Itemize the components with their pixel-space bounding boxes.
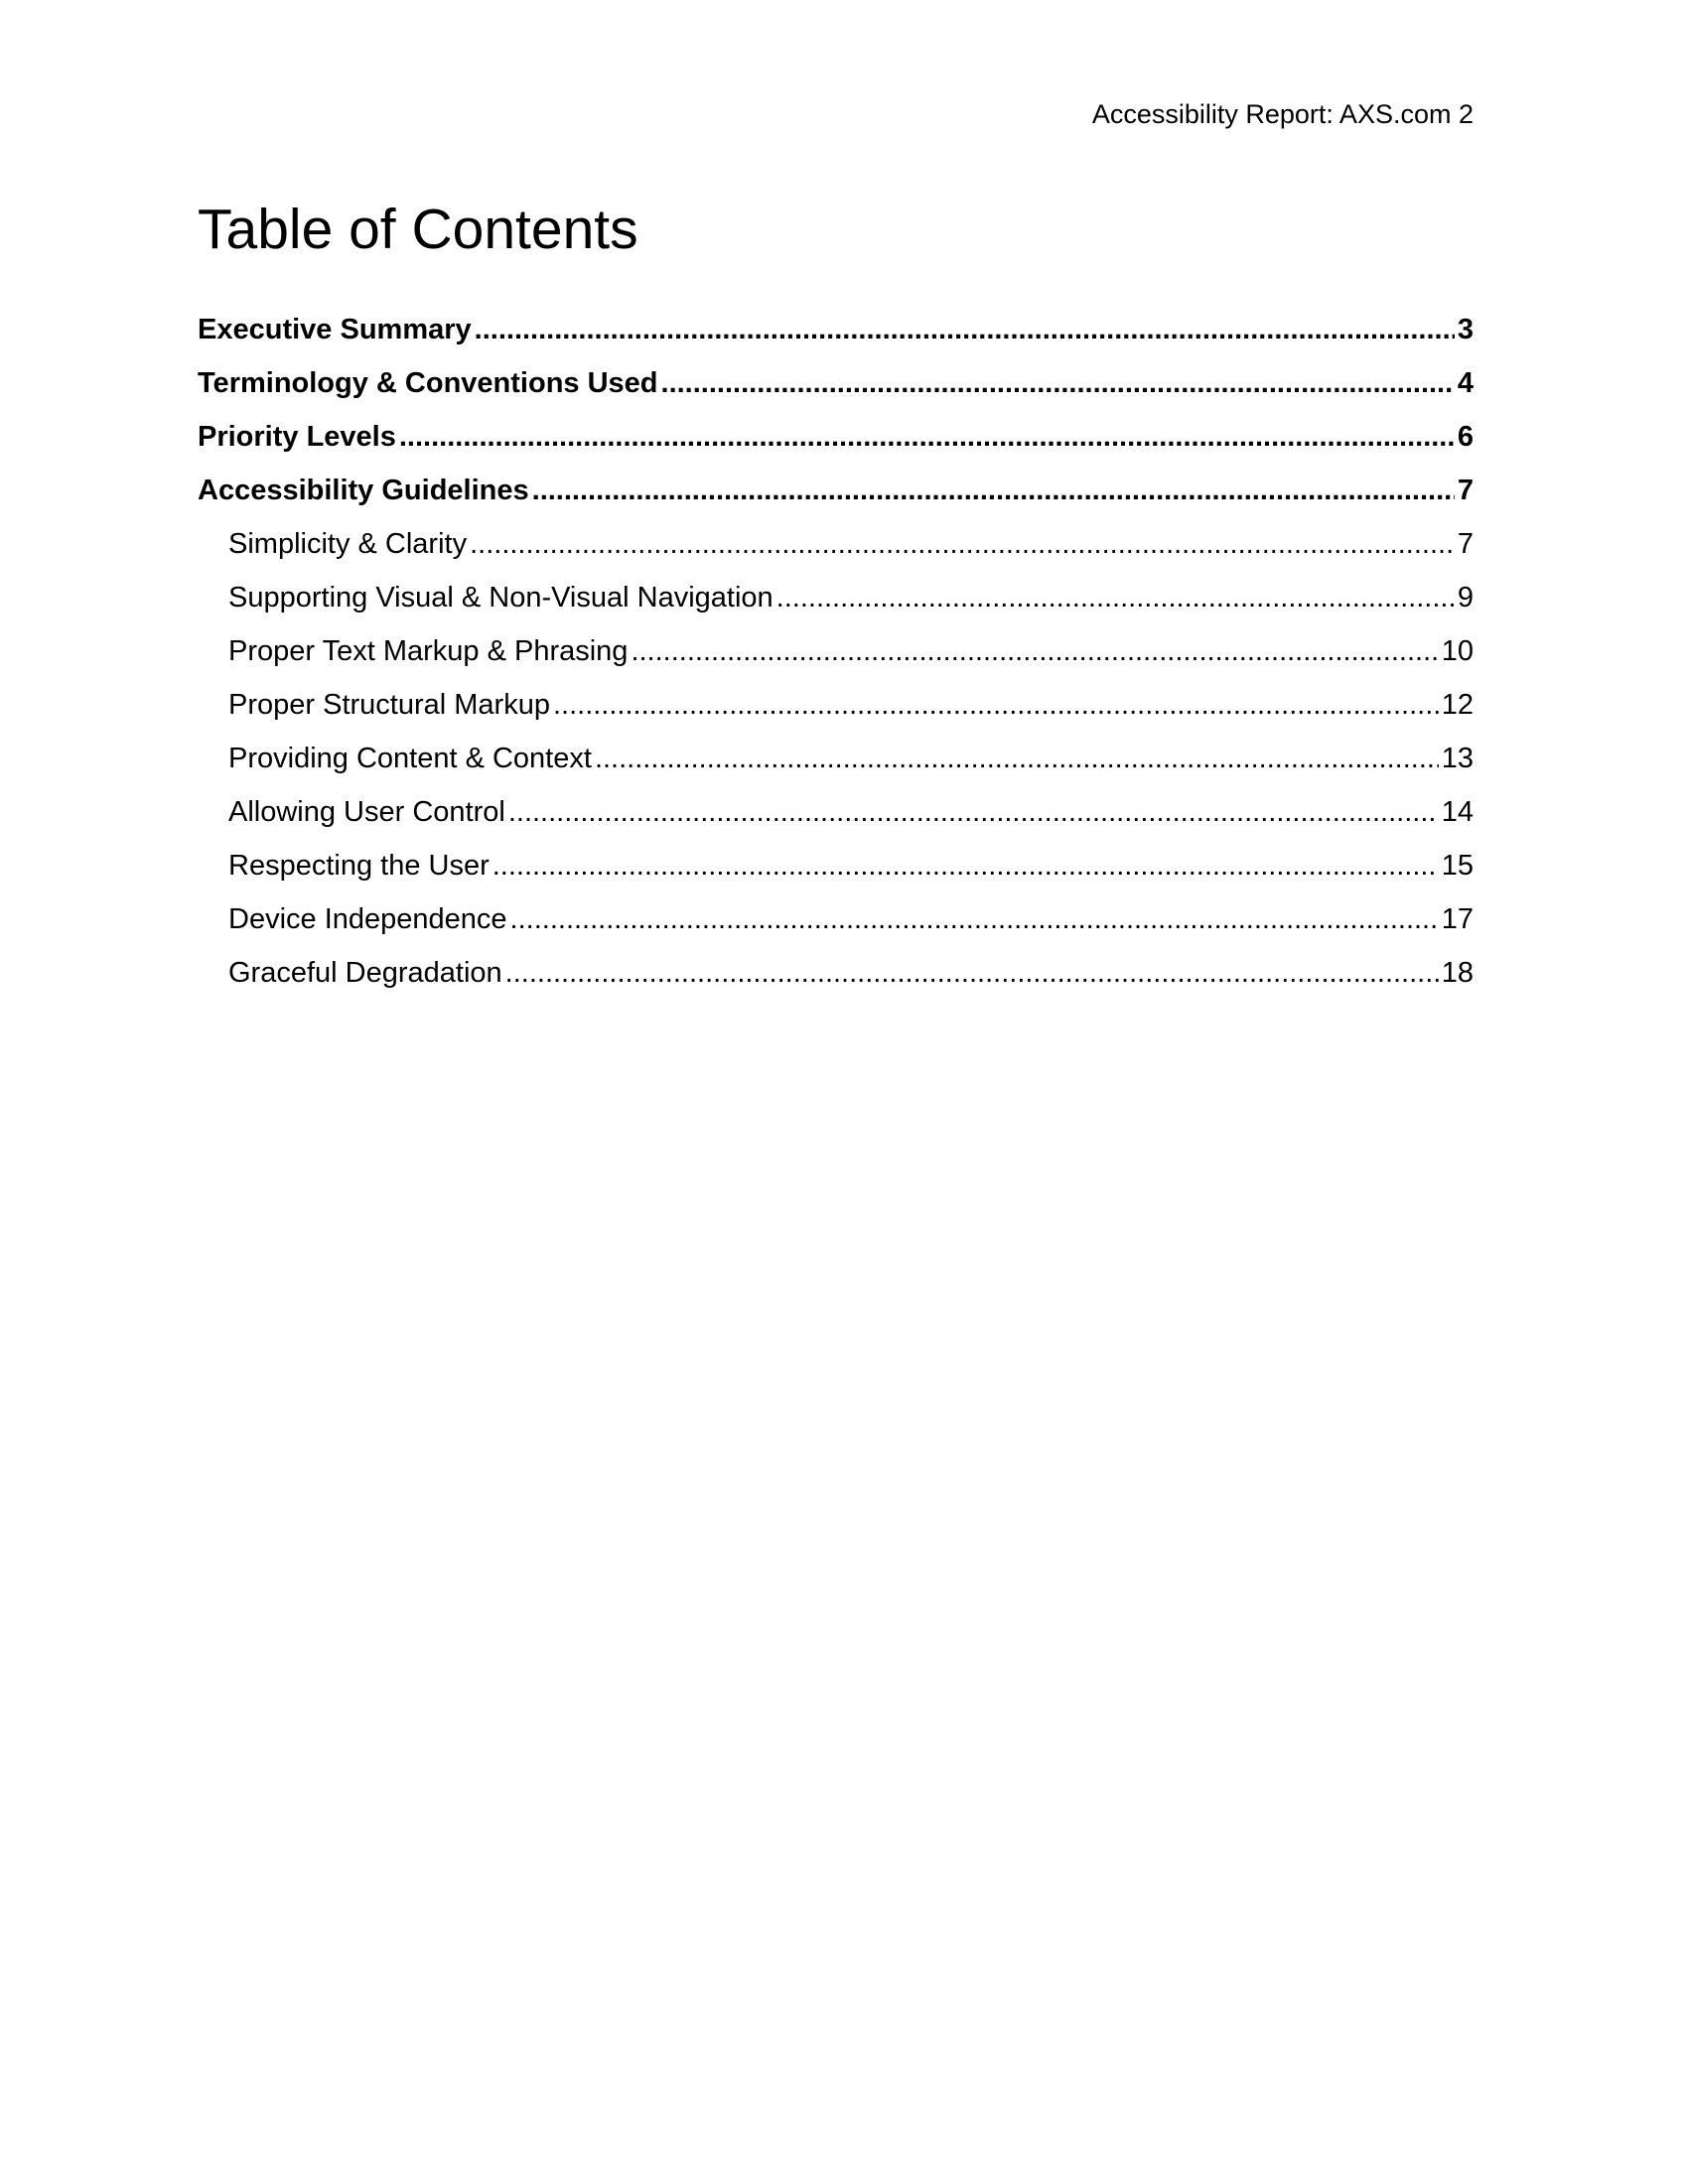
toc-entry-page: 7 [1457,475,1474,506]
toc-entry-structural-markup[interactable] [198,685,1474,739]
toc-entry-label: Terminology & Conventions Used [198,367,658,399]
dot-leader [492,846,1439,886]
dot-leader [510,899,1439,939]
toc-entry-user-control[interactable] [198,792,1474,846]
toc-entry-label: Respecting the User [228,850,490,882]
toc-entry-simplicity-clarity[interactable] [198,524,1474,578]
toc-entry-accessibility-guidelines[interactable] [198,471,1474,524]
toc-entry-label: Proper Structural Markup [228,689,550,721]
toc-entry-page: 12 [1441,689,1474,721]
toc-entry-page: 4 [1457,367,1474,399]
toc-entry-label: Allowing User Control [228,796,505,828]
toc-entry-label: Accessibility Guidelines [198,475,529,506]
dot-leader [553,685,1439,725]
toc-entry-terminology-conventions[interactable] [198,363,1474,417]
toc-entry-content-context[interactable] [198,739,1474,792]
toc-entry-page: 10 [1441,635,1474,667]
toc-entry-page: 13 [1441,743,1474,774]
toc-entry-label: Proper Text Markup & Phrasing [228,635,629,667]
toc-entry-priority-levels[interactable] [198,417,1474,471]
toc-entry-page: 3 [1457,314,1474,345]
toc-entry-page: 9 [1457,582,1474,614]
dot-leader [532,471,1455,510]
dot-leader [776,578,1455,617]
toc-entry-executive-summary[interactable] [198,310,1474,363]
dot-leader [475,310,1455,349]
toc-entry-label: Providing Content & Context [228,743,592,774]
toc-entry-label: Executive Summary [198,314,472,345]
dot-leader [661,363,1455,403]
table-of-contents [198,310,1474,1007]
toc-entry-page: 17 [1441,903,1474,935]
dot-leader [470,524,1455,564]
toc-entry-label: Priority Levels [198,421,396,453]
toc-entry-visual-nonvisual-navigation[interactable] [198,578,1474,631]
toc-entry-label: Graceful Degradation [228,957,502,989]
toc-entry-label: Simplicity & Clarity [228,528,468,560]
dot-leader [631,631,1438,671]
toc-entry-page: 18 [1441,957,1474,989]
dot-leader [595,739,1439,778]
running-header: Accessibility Report: AXS.com 2 [1091,99,1474,129]
toc-entry-respecting-user[interactable] [198,846,1474,899]
dot-leader [399,417,1455,457]
toc-entry-label: Supporting Visual & Non-Visual Navigation [228,582,774,614]
toc-entry-page: 14 [1441,796,1474,828]
toc-entry-page: 15 [1441,850,1474,882]
dot-leader [505,953,1439,993]
toc-entry-text-markup-phrasing[interactable] [198,631,1474,685]
page-title: Table of Contents [198,198,638,261]
toc-entry-device-independence[interactable] [198,899,1474,953]
toc-entry-page: 7 [1457,528,1474,560]
toc-entry-label: Device Independence [228,903,507,935]
dot-leader [508,792,1439,832]
toc-entry-graceful-degradation[interactable] [198,953,1474,1007]
toc-entry-page: 6 [1457,421,1474,453]
